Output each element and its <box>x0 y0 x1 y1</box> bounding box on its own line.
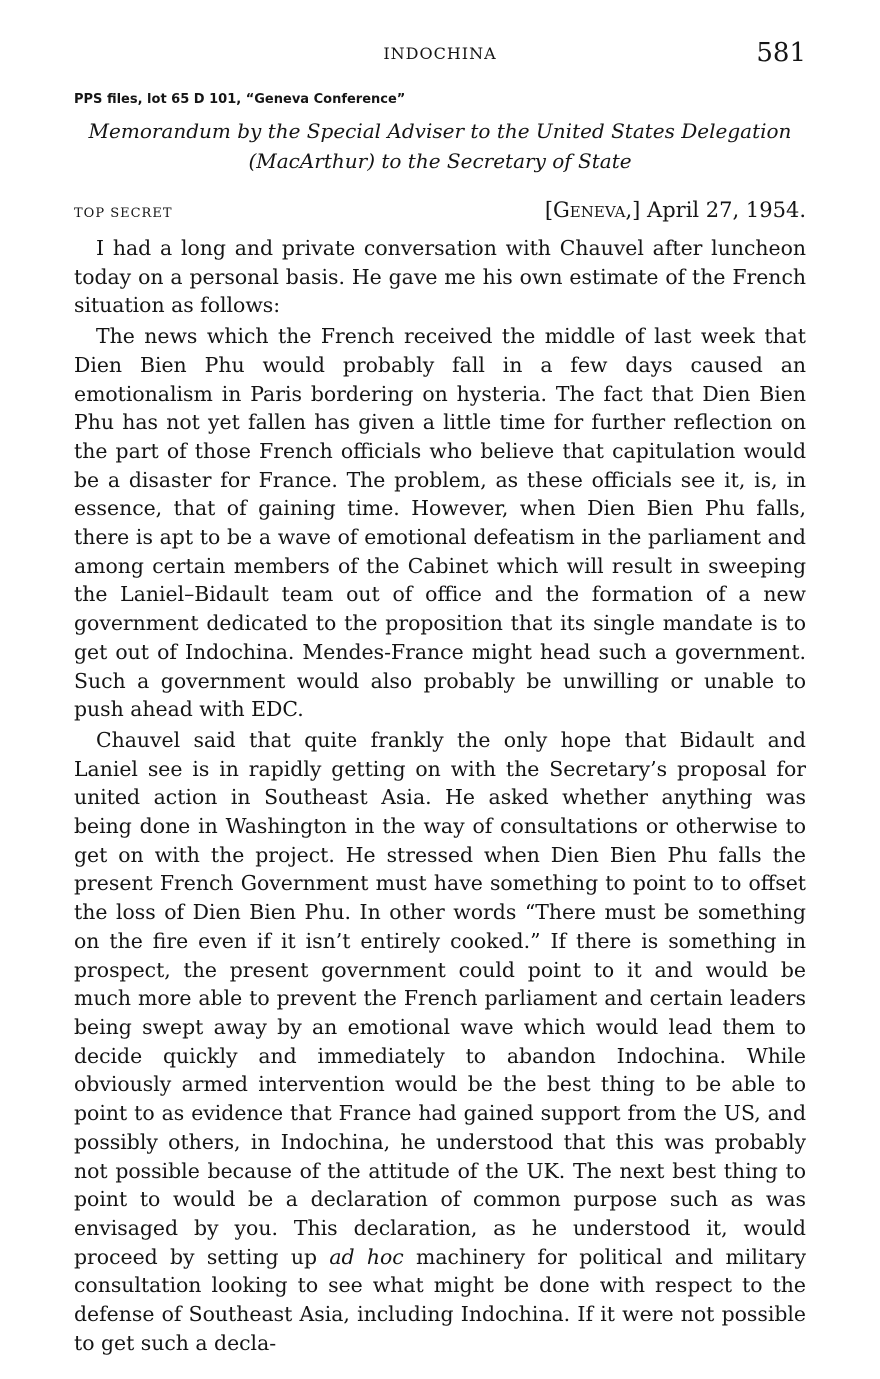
paragraph-3-text-a: Chauvel said that quite frankly the only hope that Bidault and Laniel see is in rapidly getting on with the Secretary’s proposal for united action in Southeast Asia. He asked whether anything was being done in Washington in the way of consultations or otherwise to get on with the project. He stressed when Dien Bien Phu falls the present French Government must have something to point to to offset the loss of Dien Bien Phu. In other words “There must be something on the fire even if it isn’t entirely cooked.” If there is something in prospect, the present government could point to it and would be much more able to prevent the French parliament and certain leaders being swept away by an emotional wave which would lead them to decide quickly and immediately to abandon Indochina. While obviously armed intervention would be the best thing to be able to point to as evidence that France had gained support from the US, and possibly others, in Indochina, he understood that this was probably not possible because of the attitude of the UK. The next best thing to point to would be a declaration of common purpose such as was envisaged by you. This declaration, as he understood it, would proceed by setting up <box>74 727 806 1269</box>
dateline <box>545 198 806 222</box>
paragraph-3-italic-term: ad hoc <box>329 1244 404 1269</box>
paragraph-3 <box>74 726 806 1357</box>
memo-body <box>74 234 806 1357</box>
document-title <box>74 116 806 176</box>
running-title: INDOCHINA <box>383 44 497 63</box>
running-header <box>74 38 806 68</box>
page-number: 581 <box>756 38 806 68</box>
dateline-place: [Geneva,] <box>544 198 641 222</box>
paragraph-1: I had a long and private conversation with Chauvel after luncheon today on a personal basis. He gave me his own estimate of the French situation as follows: <box>74 236 806 318</box>
document-title-line-2: (MacArthur) to the Secretary of State <box>248 149 632 173</box>
document-title-line-1: Memorandum by the Special Adviser to the United States Delegation <box>88 119 792 143</box>
source-note: PPS files, lot 65 D 101, “Geneva Conference” <box>74 92 406 107</box>
dateline-date: April 27, 1954. <box>647 198 806 222</box>
paragraph-3-text-b: machinery for political and military consultation looking to see what might be done with respect to the defense of Southeast Asia, including Indochina. If it were not possible to get such a decla- <box>74 1244 806 1355</box>
classification-label: TOP SECRET <box>74 206 173 221</box>
paragraph-2: The news which the French received the middle of last week that Dien Bien Phu would probably fall in a few days caused an emotionalism in Paris bordering on hysteria. The fact that Dien Bien Phu has not yet fallen has given a little time for further reflection on the part of those French officials who believe that capitulation would be a disaster for France. The problem, as these officials see it, is, in essence, that of gaining time. However, when Dien Bien Phu falls, there is apt to be a wave of emotional defeatism in the parliament and among certain members of the Cabinet which will result in sweeping the Laniel–Bidault team out of office and the formation of a new government dedicated to the proposition that its single mandate is to get out of Indochina. Mendes-France might head such a government. Such a government would also probably be unwilling or unable to push ahead with EDC. <box>74 324 806 722</box>
